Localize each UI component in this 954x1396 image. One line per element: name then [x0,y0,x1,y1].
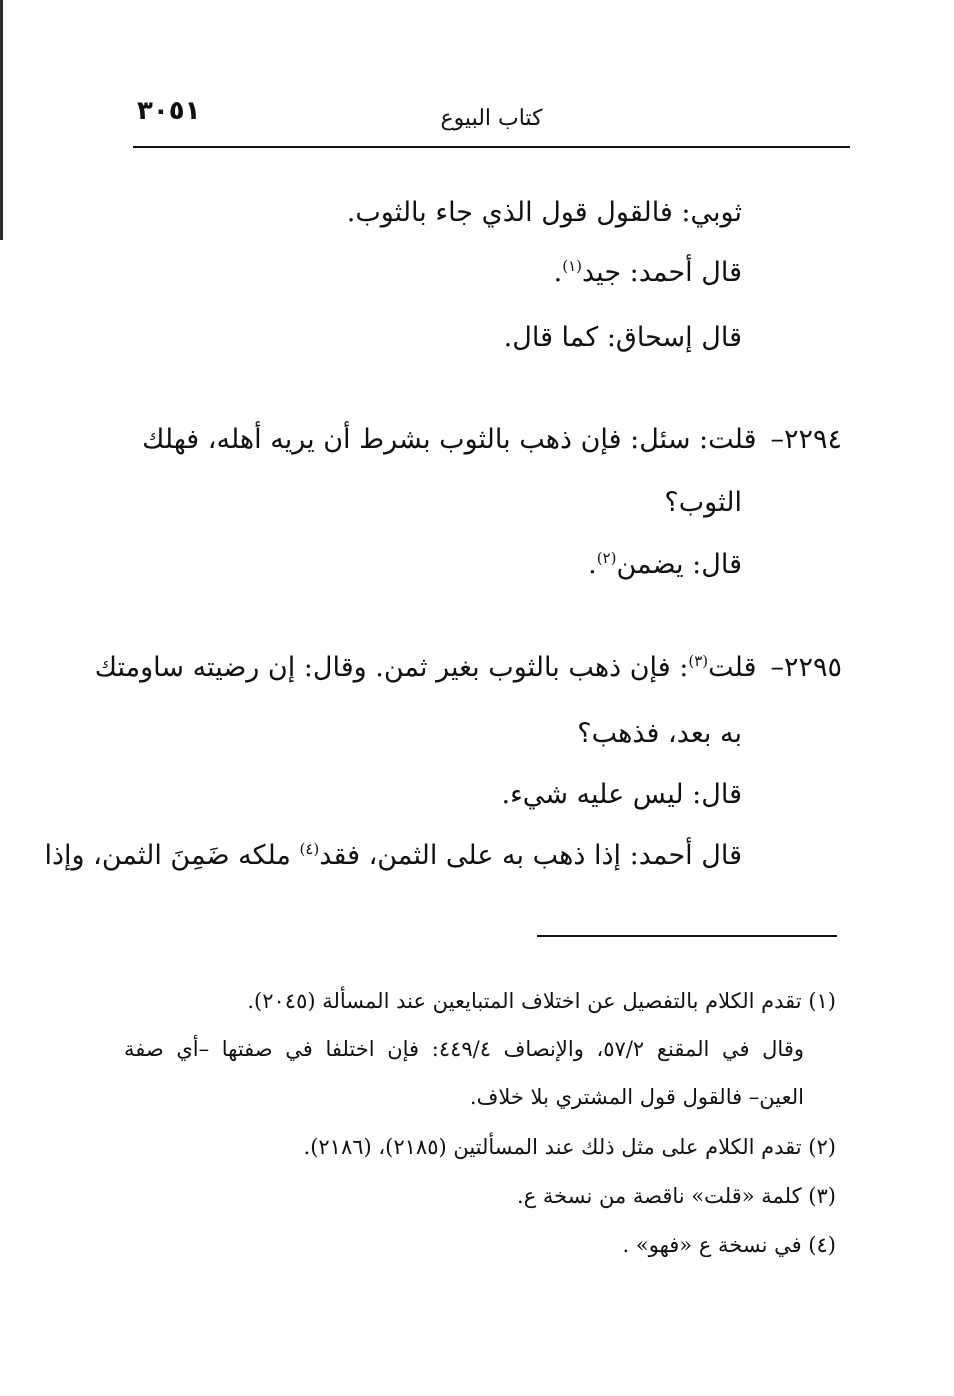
text-line: الثوب؟ [664,487,742,518]
footnote-ref: (٣) [688,652,709,670]
page-number: ٣٠٥١ [137,96,201,126]
text-line [554,253,742,293]
footnote-1-continued: العين– فالقول قول المشتري بلا خلاف. [469,1085,804,1109]
text-line: قال: ليس عليه شيء. [501,779,742,810]
footnote-4: (٤) في نسخة ع «فهو» . [622,1233,836,1257]
footnote-ref: (٢) [596,549,617,567]
text-run: قال: يضمن [616,549,742,580]
footnote-separator [537,935,837,937]
entry-2294-line [112,420,842,460]
text-line [588,545,742,585]
text-run: ملكه ضَمِنَ الثمن، وإذا [44,840,300,871]
text-line: قال إسحاق: كما قال. [503,322,742,353]
footnote-1: (١) تقدم الكلام بالتفصيل عن اختلاف المتبايعين عند المسألة (٢٠٤٥). [247,989,836,1013]
text-run: : فإن ذهب بالثوب بغير ثمن. وقال: إن رضيته ساومتك [94,652,689,683]
entry-2295-line [94,648,842,688]
text-run: . [553,257,563,288]
footnote-ref: (١) [562,257,582,275]
footnote-1-continued: وقال في المقنع ٥٧/٢، والإنصاف ٤٤٩/٤: فإن اختلفا في صفتها –أي صفة [124,1037,804,1061]
text-run: . [588,549,597,580]
header-rule [133,146,850,148]
entry-text: قلت: سئل: فإن ذهب بالثوب بشرط أن يريه أهله، فهلك [142,424,757,455]
scan-edge-shadow [0,0,3,240]
text-line [44,836,742,876]
text-run: قال أحمد: إذا ذهب به على الثمن، فقد [319,840,742,871]
text-line: به بعد، فذهب؟ [577,718,742,749]
entry-number: ٢٢٩٥– [770,652,842,683]
text-line: ثوبي: فالقول قول الذي جاء بالثوب. [346,197,742,228]
page-header [133,92,850,150]
entry-number: ٢٢٩٤– [770,424,842,455]
text-run: قلت [708,652,757,683]
text-run: قال أحمد: جيد [582,257,742,288]
running-title: كتاب البيوع [440,106,543,131]
entry-text [94,648,757,688]
footnote-3: (٣) كلمة «قلت» ناقصة من نسخة ع. [517,1184,836,1208]
footnote-2: (٢) تقدم الكلام على مثل ذلك عند المسألتين (٢١٨٥)، (٢١٨٦). [303,1135,836,1159]
footnote-ref: (٤) [299,840,320,858]
